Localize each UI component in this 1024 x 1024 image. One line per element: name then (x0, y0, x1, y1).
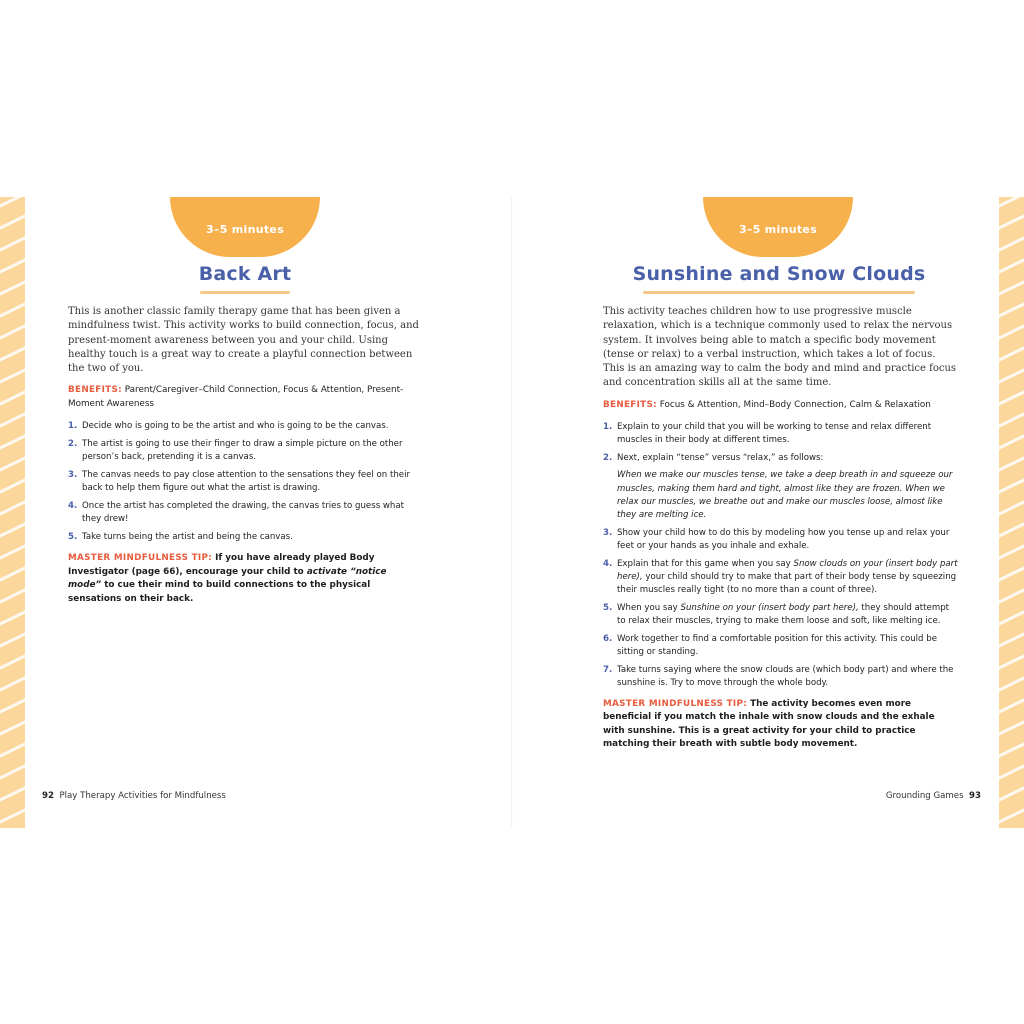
step-number: 1. (68, 421, 78, 432)
list-item (603, 633, 959, 659)
step-quote: When we make our muscles tense, we take a deep breath in and squeeze our muscles, making them hard and tight, almost like they are frozen. When we relax our muscles, we breathe out and make our muscles loose, almost like they are melting ice. (617, 470, 953, 520)
step-text: When you say (617, 602, 678, 613)
activity-title: Sunshine and Snow Clouds (632, 263, 926, 285)
time-badge-label: 3–5 minutes (205, 223, 285, 236)
sun-time-badge (703, 197, 853, 257)
time-badge-label: 3–5 minutes (738, 223, 818, 236)
steps-list (68, 420, 422, 544)
step-number: 2. (68, 439, 78, 450)
list-item (68, 438, 422, 464)
running-footer-title: Grounding Games (885, 791, 964, 801)
list-item (603, 421, 959, 447)
step-italic-text: Snow clouds on your (insert body part here), (617, 558, 958, 582)
step-number: 2. (603, 453, 613, 464)
tip-label: MASTER MINDFULNESS TIP: (68, 553, 213, 564)
step-number: 1. (603, 422, 613, 433)
mindfulness-tip (603, 698, 959, 752)
list-item (68, 531, 422, 544)
intro-paragraph: This activity teaches children how to use progressive muscle relaxation, which is a technique commonly used to relax the nervous system. It involves being able to match a specific body movement (tense or relax) to a verbal instruction, which takes a lot of focus. This is an amazing way to calm the body and mind and practice focus and concentration skills all at the same time. (603, 306, 957, 389)
step-text: The canvas needs to pay close attention to the sensations they feel on their back to help them figure out what the artist is drawing. (82, 470, 411, 494)
page-footer (42, 791, 226, 801)
step-text: Explain to your child that you will be working to tense and relax different muscles in their body at different times. (617, 422, 932, 446)
tip-text: The activity becomes even more beneficial if you match the inhale with snow clouds and the exhale with sunshine. This is a great activity for your child to practice matching their breath with subtle body movement. (603, 698, 935, 750)
step-text: Explain that for this game when you say (617, 558, 791, 569)
right-page (513, 197, 999, 828)
page-footer (886, 791, 981, 801)
step-number: 4. (603, 558, 613, 569)
mindfulness-tip (68, 552, 422, 606)
benefits-line (603, 399, 959, 413)
page-number: 92 (42, 791, 54, 801)
left-page (25, 197, 511, 828)
steps-list (603, 421, 959, 690)
step-number: 6. (603, 633, 613, 644)
step-text: Work together to find a comfortable position for this activity. This could be sitting or standing. (617, 633, 937, 657)
list-item (603, 452, 959, 522)
step-number: 5. (68, 531, 78, 542)
book-spread (0, 197, 1024, 828)
step-text: Once the artist has completed the drawing, the canvas tries to guess what they drew! (82, 501, 405, 525)
step-text: The artist is going to use their finger to draw a simple picture on the other person’s back, pretending it is a canvas. (82, 439, 403, 463)
running-footer-title: Play Therapy Activities for Mindfulness (59, 791, 226, 801)
list-item (68, 420, 422, 433)
step-text-end: they should attempt to relax their muscles, trying to make them loose and soft, like melting ice. (617, 602, 950, 626)
list-item (603, 664, 959, 690)
step-number: 3. (68, 470, 78, 481)
step-text-end: your child should try to make that part of their body tense by squeezing their muscles really tight (to no more than a count of three). (617, 571, 957, 596)
activity-content (603, 305, 959, 752)
benefits-label: BENEFITS: (68, 385, 122, 396)
step-text: Take turns saying where the snow clouds are (which body part) and where the sunshine is. Try to move through the whole body. (617, 664, 954, 688)
list-item (68, 500, 422, 526)
list-item (603, 602, 959, 628)
activity-content (68, 305, 422, 606)
right-decorative-border (999, 197, 1024, 828)
step-number: 4. (68, 501, 78, 511)
tip-text-end: to cue their mind to build connections to the physical sensations on their back. (68, 580, 371, 604)
list-item (603, 558, 959, 598)
step-text: Take turns being the artist and being the canvas. (82, 531, 293, 542)
step-number: 5. (603, 602, 613, 613)
benefits-text: Focus & Attention, Mind–Body Connection, Calm & Relaxation (659, 399, 931, 410)
benefits-line (68, 384, 422, 411)
tip-italic-text: activate “notice mode” (68, 566, 387, 591)
intro-paragraph: This is another classic family therapy game that has been given a mindfulness twist. This activity works to build connection, focus, and present-moment awareness between you and your child. Using healthy touch is a great way to create a playful connection between the two of you. (68, 306, 419, 375)
step-text: Next, explain “tense” versus “relax,” as follows: (617, 453, 824, 464)
step-text: Show your child how to do this by modeling how you tense up and relax your feet or your hands as you inhale and exhale. (617, 527, 950, 551)
step-text: Decide who is going to be the artist and who is going to be the canvas. (82, 421, 389, 432)
step-number: 3. (603, 527, 613, 538)
left-decorative-border (0, 197, 25, 828)
step-number: 7. (603, 664, 613, 675)
title-underline (643, 291, 915, 294)
tip-text: If you have already played Body Investigator (page 66), encourage your child to (68, 553, 375, 577)
benefits-label: BENEFITS: (603, 399, 657, 410)
activity-title: Back Art (198, 263, 292, 285)
list-item (68, 469, 422, 495)
benefits-text: Parent/Caregiver–Child Connection, Focus & Attention, Present-Moment Awareness (68, 385, 404, 409)
step-italic-text: Sunshine on your (insert body part here), (680, 602, 859, 613)
title-underline (200, 291, 290, 294)
list-item (603, 527, 959, 553)
tip-label: MASTER MINDFULNESS TIP: (603, 698, 748, 709)
page-number: 93 (969, 791, 981, 801)
sun-time-badge (170, 197, 320, 257)
